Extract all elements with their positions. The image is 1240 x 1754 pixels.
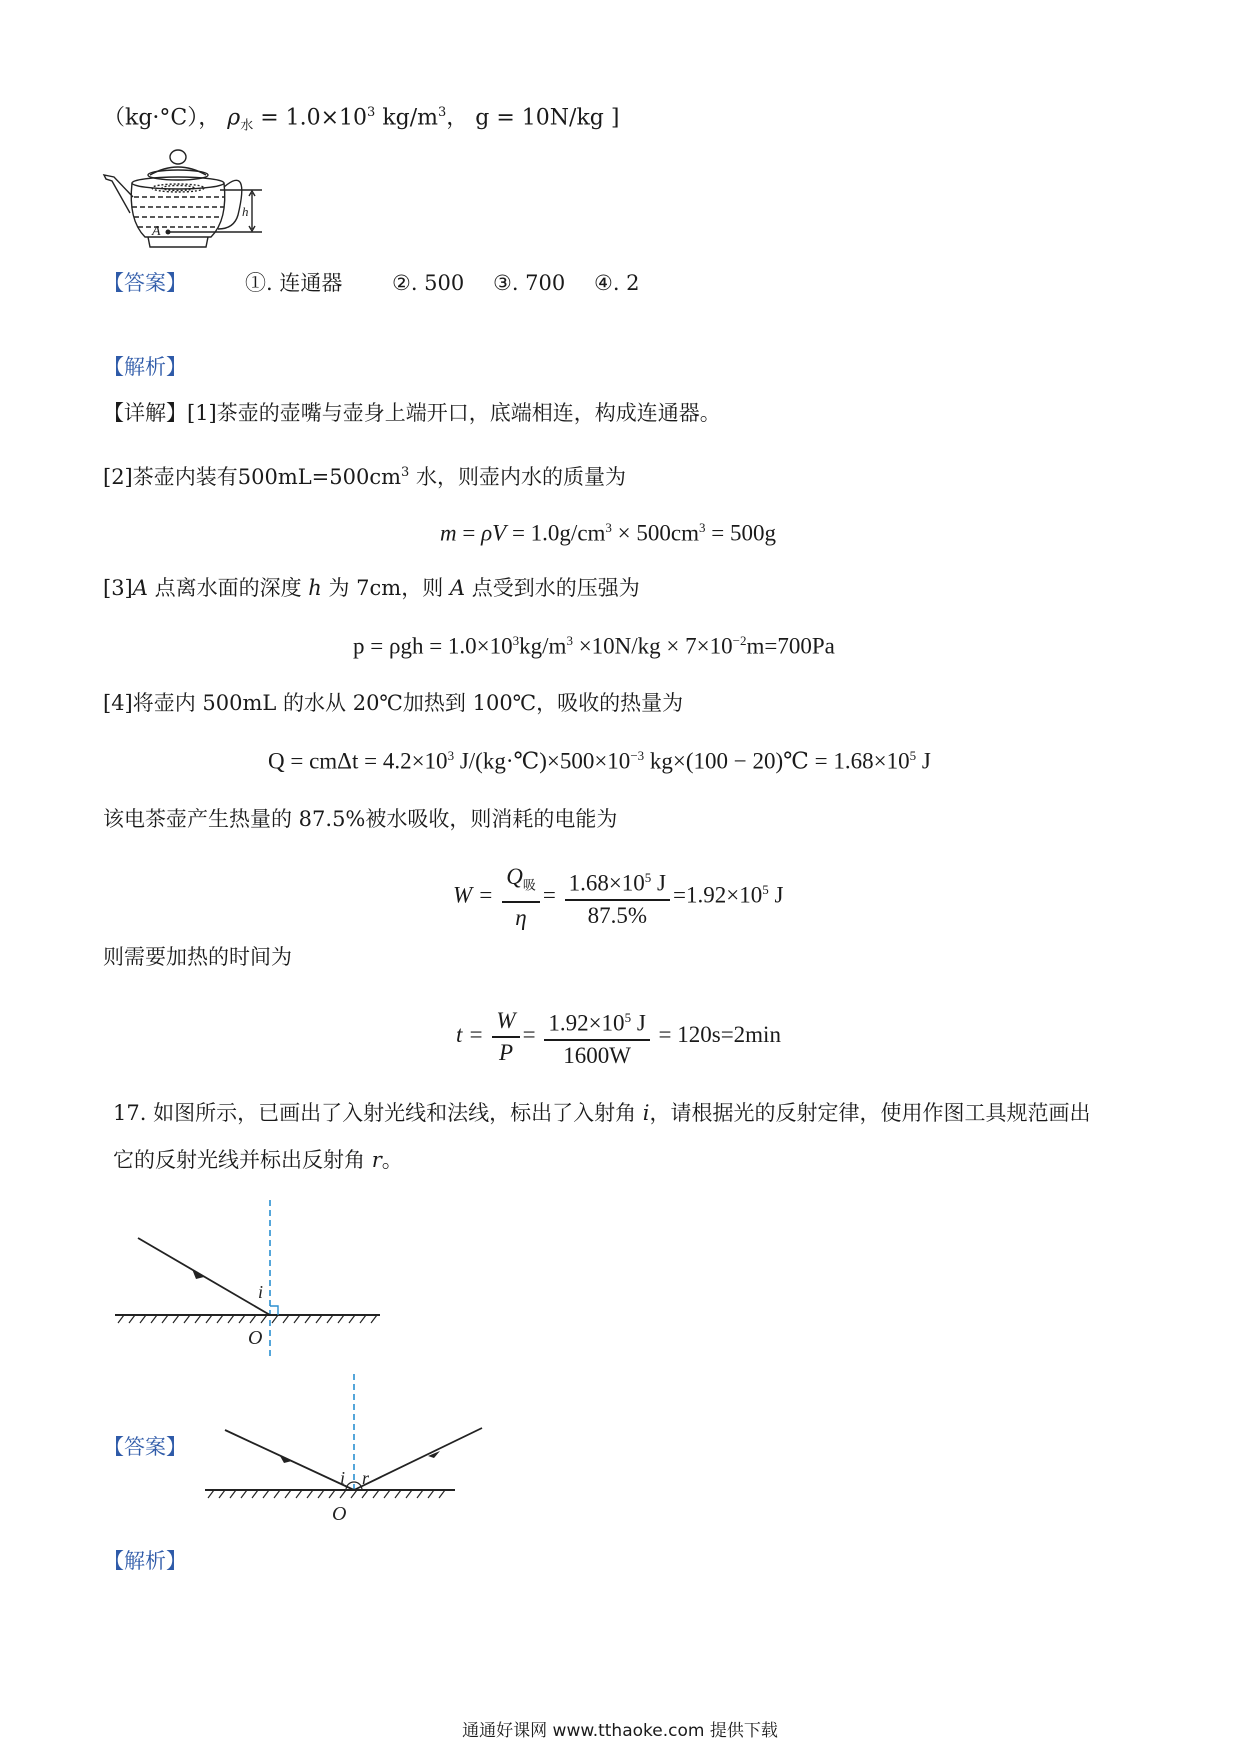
reflected-ray: [354, 1428, 482, 1490]
answer-2-tag: 【答案】: [103, 1435, 187, 1459]
header-rho-unit-exp: 3: [438, 105, 447, 120]
fig1-label-i: i: [258, 1282, 264, 1302]
eq5-den-b: 1600W: [563, 1042, 631, 1068]
question-17-line2: [113, 1145, 403, 1175]
eq4-lhs: W =: [453, 882, 494, 908]
eq1-rhs: = 500g: [705, 520, 776, 546]
eq4-frac-a: [502, 862, 540, 933]
detail-p5: 该电茶壶产生热量的 87.5%被水吸收，则消耗的电能为: [103, 807, 618, 831]
analysis-tag-2: 【解析】: [103, 1549, 187, 1573]
eq5-frac-a: [492, 1006, 519, 1068]
eq5-lhs: t =: [456, 1022, 484, 1048]
eq4-rhs: =1.92×10: [673, 882, 763, 908]
answer-item-4: ④. 2: [594, 271, 640, 295]
eq3-d: J: [916, 748, 931, 774]
eq5-num-a: W: [492, 1006, 519, 1038]
header-rho-unit: kg/m: [375, 105, 439, 131]
answer-item-3: ③. 700: [493, 271, 566, 295]
q17-l1-c: ，请根据光的反射定律，使用作图工具规范画出: [649, 1101, 1091, 1125]
answer-tag: 【答案】: [103, 271, 187, 295]
p2-exp: 3: [401, 465, 410, 480]
eq4-eq: =: [542, 882, 556, 908]
p3-g: 点受到水的压强为: [465, 576, 640, 600]
p2-pre: [2]茶壶内装有500mL=500cm: [103, 465, 402, 489]
header-rho-val: = 1.0×10: [253, 105, 368, 131]
eq2-e2: 3: [566, 633, 573, 648]
answer-item-1: ①. 连通器: [245, 271, 343, 295]
eq3-a: Q = cmΔt = 4.2×10: [268, 748, 448, 774]
equation-time: [456, 1003, 781, 1071]
eq3-e3: 5: [909, 748, 917, 763]
eq2-b: kg/m: [519, 633, 567, 659]
equation-mass: $m = \rho V = 1.0g/cm^3 \times 500cm^3 = 500g$: [440, 520, 776, 546]
p3-c: 点离水面的深度: [147, 576, 309, 600]
eq3-b: J/(kg·℃)×500×10: [454, 748, 631, 774]
eq5-rhs: = 120s=2min: [652, 1022, 781, 1048]
q17-l2-a: 它的反射光线并标出反射角: [113, 1148, 372, 1172]
eq2-d: m=700Pa: [746, 633, 835, 659]
fig2-label-i: i: [340, 1468, 346, 1488]
mirror-hatching: [118, 1315, 377, 1323]
eq4-frac-b: [565, 863, 670, 931]
eq2-e1: 3: [512, 633, 520, 648]
eq4-den-a: η: [515, 904, 527, 930]
header-rho-exp: 3: [367, 105, 376, 120]
detail-p6: 则需要加热的时间为: [103, 945, 292, 969]
header-line: [103, 98, 619, 142]
fig1-label-o: O: [248, 1327, 263, 1349]
mirror-hatching-2: [208, 1490, 445, 1498]
eq1-mid: × 500cm: [611, 520, 699, 546]
eq1-e1: 3: [605, 520, 612, 535]
p3-f: A: [449, 576, 466, 600]
eq3-e2: −3: [630, 748, 645, 763]
eq4-rhs-unit: J: [768, 882, 784, 908]
eq4-den-b: 87.5%: [587, 903, 647, 929]
header-unit: （kg·°C），: [103, 105, 221, 131]
eq5-den-a: P: [498, 1039, 514, 1065]
eq2-e3: −2: [732, 633, 747, 648]
fig2-label-r: r: [362, 1468, 370, 1488]
reflection-figure: [200, 1374, 500, 1544]
eq4-num-sub: 吸: [522, 877, 536, 893]
eq2-c: ×10N/kg × 7×10: [572, 633, 733, 659]
equation-energy: [453, 862, 783, 933]
detail-p1-text: [1]茶壶的壶嘴与壶身上端开口，底端相连，构成连通器。: [187, 401, 721, 425]
p3-a: [3]: [103, 576, 133, 600]
header-rho: ρ: [227, 105, 241, 131]
incidence-figure: [110, 1200, 390, 1370]
p3-d: h: [308, 576, 322, 600]
eq4-num-b-exp: 5: [644, 870, 652, 886]
eq4-num-b: 1.68×10: [568, 871, 645, 897]
header-g: ， g = 10N/kg ]: [446, 105, 620, 131]
eq5-frac-b: [544, 1003, 649, 1071]
detail-p4: [4]将壶内 500mL 的水从 20℃加热到 100℃，吸收的热量为: [103, 691, 684, 715]
q17-l2-c: 。: [381, 1148, 403, 1172]
detail-p2: [103, 458, 626, 492]
teapot-label-h: h: [242, 204, 249, 219]
header-rho-sub: 水: [240, 118, 254, 134]
eq3-c: kg×(100 − 20)℃ = 1.68×10: [644, 748, 910, 774]
eq3-e1: 3: [447, 748, 455, 763]
detail-p3: [103, 573, 640, 603]
p3-e: 为 7cm，则: [321, 576, 450, 600]
eq5-num-b-exp: 5: [624, 1010, 632, 1025]
teapot-figure: [100, 145, 270, 255]
incident-arrow: [192, 1269, 204, 1279]
answer-item-2: ②. 500: [392, 271, 465, 295]
answer-1: [103, 268, 187, 298]
right-angle-mark: [270, 1306, 278, 1315]
p3-b: A: [132, 576, 148, 600]
equation-heat: [268, 748, 931, 775]
eq5-num-b-unit: J: [631, 1010, 646, 1036]
teapot-label-a: A: [152, 224, 161, 239]
eq5-num-b: 1.92×10: [548, 1010, 625, 1036]
equation-pressure: [353, 633, 835, 660]
detail-p1: [103, 398, 721, 428]
eq4-rhs-exp: 5: [762, 881, 769, 897]
analysis-tag: 【解析】: [103, 355, 187, 379]
eq5-eq: =: [522, 1022, 536, 1048]
fig2-label-o: O: [332, 1503, 347, 1525]
detail-tag: 【详解】: [103, 401, 187, 425]
incident-ray: [138, 1238, 270, 1315]
q17-l1-b: i: [642, 1101, 650, 1125]
p2-post: 水，则壶内水的质量为: [409, 465, 627, 489]
q17-l2-b: r: [371, 1148, 382, 1172]
page-footer: 通通好课网 www.tthaoke.com 提供下载: [462, 1721, 778, 1741]
eq1-e2: 3: [699, 520, 706, 535]
eq4-num-a: Q: [506, 864, 523, 889]
eq4-num-b-unit: J: [651, 871, 666, 897]
q17-l1-a: 17. 如图所示，已画出了入射光线和法线，标出了入射角: [113, 1101, 643, 1125]
eq2-a: p = ρgh = 1.0×10: [353, 633, 513, 659]
question-17-line1: [113, 1098, 1090, 1128]
